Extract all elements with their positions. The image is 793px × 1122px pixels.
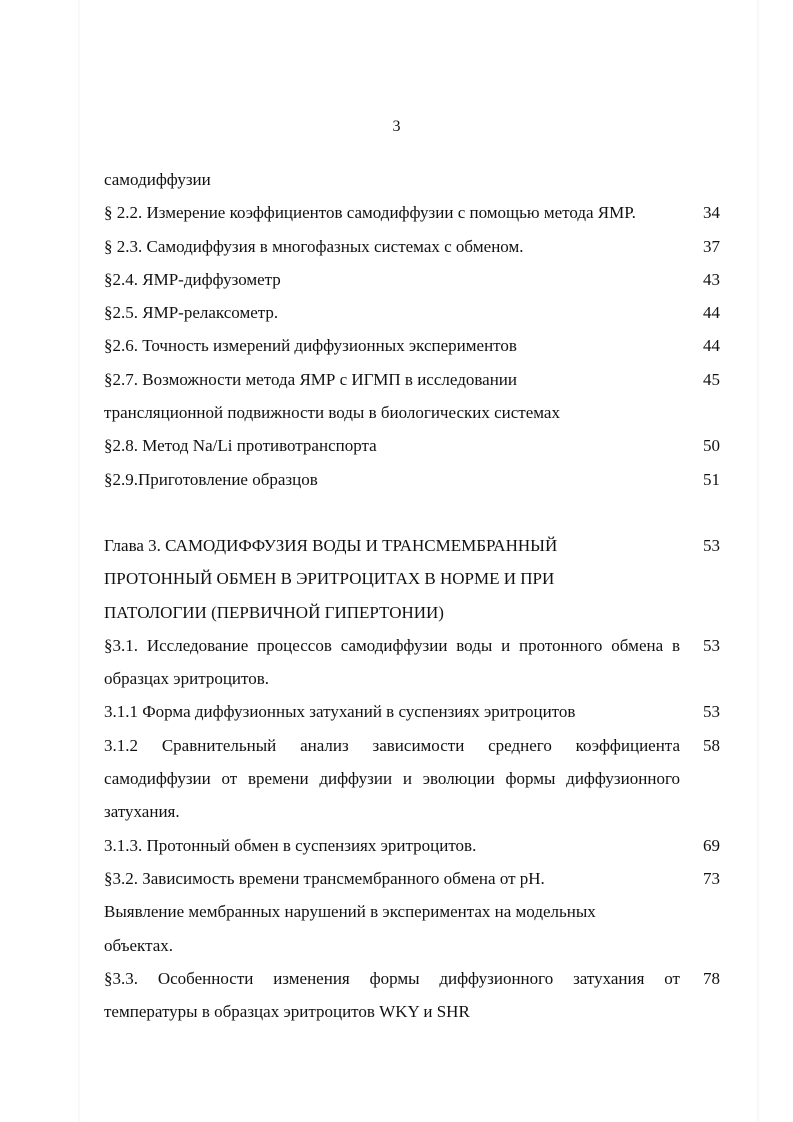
toc-entry-page: 45 [703, 369, 720, 389]
toc-entry [104, 962, 720, 1029]
toc-entry-title: §3.1. Исследование процессов самодиффузии воды и протонного обмена в образцах эритроцитов. [104, 635, 680, 689]
toc-entry-page: 69 [703, 835, 720, 855]
toc-entry [104, 230, 720, 263]
toc-entry-title: §2.7. Возможности метода ЯМР с ИГМП в исследовании трансляционной подвижности воды в биологических системах [104, 369, 560, 423]
toc-entry-title: самодиффузии [104, 170, 211, 189]
toc-entry-page: 58 [703, 735, 720, 755]
toc-entry-page: 53 [703, 635, 720, 655]
toc-entry-page: 53 [703, 535, 720, 555]
toc-entry [104, 163, 720, 196]
toc-entry [104, 329, 720, 362]
toc-entry-title: §2.8. Метод Na/Li противотранспорта [104, 436, 377, 456]
toc-entry-page: 37 [703, 236, 720, 256]
table-of-contents [104, 163, 720, 1028]
toc-entry-page: 50 [703, 436, 720, 456]
toc-entry-page: 51 [703, 469, 720, 489]
toc-chapter-title: Глава 3. САМОДИФФУЗИЯ ВОДЫ И ТРАНСМЕМБРАННЫЙ ПРОТОННЫЙ ОБМЕН В ЭРИТРОЦИТАХ В НОРМЕ И ПРИ ПАТОЛОГИИ (ПЕРВИЧНОЙ ГИПЕРТОНИИ) [104, 535, 558, 622]
toc-entry [104, 629, 720, 696]
toc-entry [104, 463, 720, 496]
toc-entry-page: 43 [703, 269, 720, 289]
toc-entry [104, 429, 720, 462]
toc-entry [104, 263, 720, 296]
toc-entry-title: § 2.3. Самодиффузия в многофазных системах с обменом. [104, 236, 524, 256]
toc-entry-title: §2.4. ЯМР-диффузометр [104, 269, 281, 289]
toc-entry-page: 34 [703, 203, 720, 223]
scan-edge-left [78, 0, 81, 1122]
toc-entry-title: 3.1.3. Протонный обмен в суспензиях эритроцитов. [104, 835, 477, 855]
page-number: 3 [392, 118, 401, 135]
toc-entry [104, 296, 720, 329]
section-gap [104, 496, 720, 529]
toc-entry-title: 3.1.2 Сравнительный анализ зависимости среднего коэффициента самодиффузии от времени диффузии и эволюции формы диффузионного затухания. [104, 735, 680, 822]
toc-entry-page: 44 [703, 303, 720, 323]
toc-entry-title: 3.1.1 Форма диффузионных затуханий в суспензиях эритроцитов [104, 702, 576, 722]
toc-entry-title: §3.3. Особенности изменения формы диффузионного затухания от температуры в образцах эритроцитов WKY и SHR [104, 968, 680, 1022]
toc-entry [104, 895, 720, 962]
toc-entry [104, 829, 720, 862]
toc-entry-title: §2.5. ЯМР-релаксометр. [104, 303, 279, 323]
toc-entry [104, 729, 720, 829]
toc-entry [104, 695, 720, 728]
toc-entry-title: § 2.2. Измерение коэффициентов самодиффузии с помощью метода ЯМР. [104, 203, 636, 223]
toc-entry-title: §2.6. Точность измерений диффузионных экспериментов [104, 336, 517, 356]
toc-entry [104, 363, 720, 430]
toc-entry-title: §2.9.Приготовление образцов [104, 469, 318, 489]
toc-entry-page: 53 [703, 702, 720, 722]
toc-entry [104, 862, 720, 895]
toc-entry [104, 196, 720, 229]
toc-entry-page: 78 [703, 968, 720, 988]
toc-entry-page: 73 [703, 868, 720, 888]
toc-entry-title: §3.2. Зависимость времени трансмембранного обмена от pH. [104, 868, 545, 888]
toc-chapter-entry [104, 529, 720, 629]
toc-entry-page: 44 [703, 336, 720, 356]
toc-entry-title: Выявление мембранных нарушений в экспериментах на модельных объектах. [104, 902, 596, 955]
scan-edge-right [757, 0, 760, 1122]
